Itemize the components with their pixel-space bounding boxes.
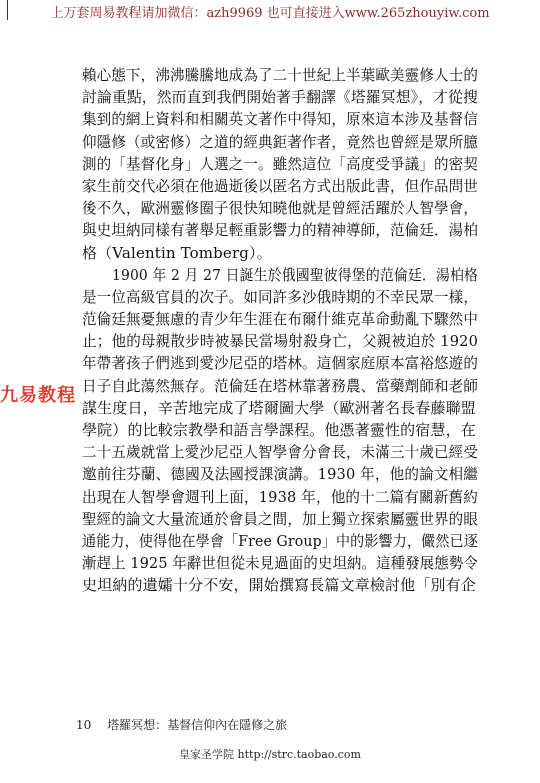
text-line: 是一位高級官員的次子。如同許多沙俄時期的不幸民眾一樣， (82, 287, 478, 306)
text-line: 與史坦納同樣有著舉足輕重影響力的精神導師，范倫廷．湯柏 (82, 221, 478, 240)
book-title: 塔羅冥想：基督信仰內在隱修之旅 (107, 718, 288, 732)
page-number: 10 (76, 718, 92, 732)
text-line: 集到的網上資料和相關英文著作中得知，原來這本涉及基督信 (82, 110, 478, 129)
text-line: 出現在人智學會週刊上面，1938 年，他的十二篇有關新舊約 (82, 487, 478, 506)
text-line: 范倫廷無憂無慮的青少年生涯在布爾什維克革命動亂下驟然中 (82, 310, 478, 329)
text-line: 學院）的比較宗教學和語言學課程。他憑著靈性的宿慧，在 (82, 421, 476, 439)
text-line: 二十五歲就當上愛沙尼亞人智學會分會長，未滿三十歲已經受 (82, 443, 478, 462)
text-line: 止；他的母親散步時被暴民當場射殺身亡，父親被迫於 1920 (82, 332, 478, 351)
text-line: 史坦納的遺孀十分不安，開始撰寫長篇文章檢討他「別有企 (82, 576, 476, 595)
promo-banner: 上万套周易教程请加微信：azh9969 也可直接进入www.265zhouyiw.com (50, 6, 490, 21)
footer-source-line: 皇家圣学院 http://strc.taobao.com (179, 748, 361, 761)
text-line: 測的「基督化身」人選之一。雖然這位「高度受爭議」的密契 (82, 154, 478, 173)
text-line: 賴心態下，沸沸騰騰地成為了二十世紀上半葉歐美靈修人士的 (82, 66, 478, 84)
text-line: 討論重點，然而直到我們開始著手翻譯《塔羅冥想》，才從搜 (82, 88, 478, 107)
text-line: 邀前往芬蘭、德國及法國授課演講。1930 年，他的論文相繼 (82, 465, 478, 484)
watermark-label: 九易教程 (0, 385, 76, 406)
text-line: 家生前交代必須在他過逝後以匿名方式出版此書，但作品問世 (82, 176, 478, 195)
text-line: 謀生度日，辛苦地完成了塔爾圖大學（歐洲著名長春藤聯盟 (82, 398, 476, 417)
text-line: 後不久，歐洲靈修圈子很快知曉他就是曾經活躍於人智學會， (82, 199, 478, 218)
text-line: 仰隱修（或密修）之道的經典鉅著作者，竟然也曾經是眾所臆 (82, 132, 478, 151)
text-line: 格（Valentin Tomberg）。 (82, 243, 272, 262)
text-line: 通能力，使得他在學會「Free Group」中的影響力，儼然已逐 (82, 531, 478, 550)
body-text (82, 64, 478, 597)
text-line: 漸趕上 1925 年辭世但從未見過面的史坦納。這種發展態勢令 (82, 554, 478, 573)
text-line: 日子自此蕩然無存。范倫廷在塔林靠著務農、當藥劑師和老師 (82, 376, 478, 395)
page-footer (76, 716, 287, 733)
paragraph-start-line: 1900 年 2 月 27 日誕生於俄國聖彼得堡的范倫廷．湯柏格 (112, 265, 478, 284)
text-line: 年帶著孩子們逃到愛沙尼亞的塔林。這個家庭原本富裕悠遊的 (82, 354, 478, 373)
text-line: 聖經的論文大量流通於會員之間，加上獨立探索屬靈世界的眼 (82, 509, 478, 528)
